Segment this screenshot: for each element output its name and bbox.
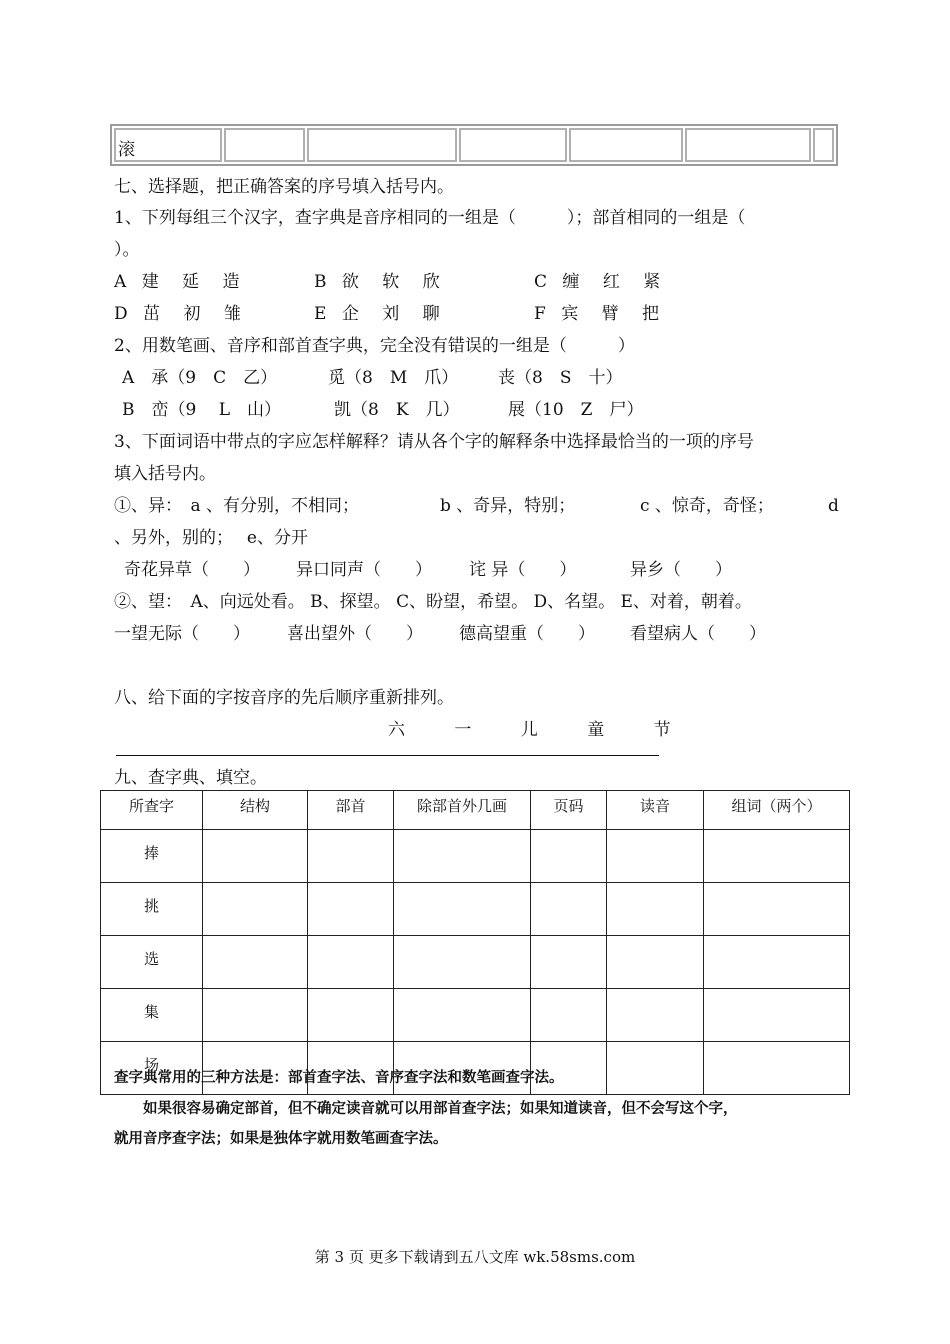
lookup-char: 选 xyxy=(101,936,203,989)
header-cell: 结构 xyxy=(203,791,308,830)
q2-option-b3: 展（10 Z 尸） xyxy=(508,400,644,420)
header-cell: 组词（两个） xyxy=(704,791,850,830)
option-letter: D xyxy=(114,304,128,324)
section8-heading: 八、给下面的字按音序的先后顺序重新排列。 xyxy=(114,688,454,708)
answer-cell xyxy=(308,883,394,936)
yi-word-2: 异口同声（ ） xyxy=(296,560,432,580)
option-chars: 欲 软 欣 xyxy=(341,272,449,292)
yi-def-line2: 、另外，别的； e、分开 xyxy=(114,528,308,548)
q2-option-a1: A 承（9 C 乙） xyxy=(122,368,278,388)
wang-word-3: 德高望重（ ） xyxy=(459,624,595,644)
answer-cell xyxy=(308,989,394,1042)
top-table-row xyxy=(114,128,834,162)
table-row xyxy=(101,883,850,936)
q1-option-e xyxy=(314,303,449,325)
table-row xyxy=(101,989,850,1042)
q2-option-b1: B 峦（9 L 山） xyxy=(122,400,282,420)
yi-def-b: b 、奇异，特别； xyxy=(440,496,576,516)
top-table xyxy=(110,124,838,166)
wang-word-4: 看望病人（ ） xyxy=(630,624,766,644)
answer-cell xyxy=(203,936,308,989)
q1-option-b xyxy=(314,271,449,293)
q3-line2: 填入括号内。 xyxy=(114,464,216,484)
lookup-char: 场 xyxy=(101,1042,203,1095)
answer-cell xyxy=(308,830,394,883)
answer-cell xyxy=(308,936,394,989)
q2-option-b2: 凯（8 K 几） xyxy=(334,400,460,420)
yi-word-3: 诧 异（ ） xyxy=(469,560,577,580)
option-chars: 茁 初 雏 xyxy=(143,304,250,324)
answer-cell xyxy=(203,883,308,936)
lookup-table-header xyxy=(101,791,850,830)
answer-cell xyxy=(607,936,704,989)
answer-cell xyxy=(607,989,704,1042)
q2-option-a3: 丧（8 S 十） xyxy=(498,368,623,388)
answer-cell xyxy=(203,830,308,883)
answer-cell xyxy=(607,830,704,883)
yi-word-4: 异乡（ ） xyxy=(630,560,732,580)
top-table-cell xyxy=(685,128,811,162)
q1-option-c xyxy=(534,271,669,293)
answer-cell xyxy=(394,936,531,989)
option-letter: F xyxy=(534,304,546,324)
wang-def-line: ②、望： A、向远处看。 B、探望。 C、盼望，希望。 D、名望。 E、对着，朝着。 xyxy=(114,592,752,612)
q2-line: 2、用数笔画、音序和部首查字典，完全没有错误的一组是（ ） xyxy=(114,336,635,356)
answer-cell xyxy=(704,1042,850,1095)
q1-line2: ）。 xyxy=(114,240,140,260)
answer-cell xyxy=(531,989,607,1042)
header-cell: 部首 xyxy=(308,791,394,830)
answer-cell xyxy=(203,989,308,1042)
option-chars: 建 延 造 xyxy=(141,272,249,292)
option-chars: 缠 红 紧 xyxy=(562,272,670,292)
page-footer: 第 3 页 更多下载请到五八文库 wk.58sms.com xyxy=(314,1248,636,1266)
answer-cell xyxy=(531,883,607,936)
answer-cell xyxy=(704,936,850,989)
lookup-char: 集 xyxy=(101,989,203,1042)
option-letter: C xyxy=(534,272,548,292)
answer-cell xyxy=(394,989,531,1042)
option-letter: A xyxy=(114,272,127,292)
yi-def-d: d xyxy=(828,496,839,516)
top-table-cell xyxy=(224,128,305,162)
top-table-cell xyxy=(307,128,457,162)
header-cell: 除部首外几画 xyxy=(394,791,531,830)
note-line-1: 查字典常用的三种方法是：部首查字法、音序查字法和数笔画查字法。 xyxy=(114,1070,564,1086)
answer-cell xyxy=(531,830,607,883)
section9-heading: 九、查字典、填空。 xyxy=(114,768,267,788)
header-cell: 所查字 xyxy=(101,791,203,830)
lookup-char: 捧 xyxy=(101,830,203,883)
option-letter: B xyxy=(314,272,327,292)
answer-cell xyxy=(607,1042,704,1095)
header-cell: 页码 xyxy=(531,791,607,830)
answer-line xyxy=(116,755,659,756)
q1-option-a xyxy=(114,271,249,293)
section8-chars: 六 一 儿 童 节 xyxy=(388,720,693,740)
wang-word-1: 一望无际（ ） xyxy=(114,624,250,644)
top-table-cell xyxy=(813,128,834,162)
q2-option-a2: 觅（8 M 爪） xyxy=(328,368,459,388)
lookup-char: 挑 xyxy=(101,883,203,936)
top-table-cell: 滚 xyxy=(114,128,222,162)
header-cell: 读音 xyxy=(607,791,704,830)
table-row xyxy=(101,936,850,989)
option-letter: E xyxy=(314,304,327,324)
answer-cell xyxy=(531,936,607,989)
top-table-cell xyxy=(459,128,567,162)
yi-def-a: ①、异： a 、有分别，不相同； xyxy=(114,496,360,516)
yi-word-1: 奇花异草（ ） xyxy=(124,560,260,580)
answer-cell xyxy=(704,989,850,1042)
answer-cell xyxy=(394,883,531,936)
q3-line1: 3、下面词语中带点的字应怎样解释？请从各个字的解释条中选择最恰当的一项的序号 xyxy=(114,432,754,452)
answer-cell xyxy=(704,830,850,883)
section7-heading: 七、选择题，把正确答案的序号填入括号内。 xyxy=(114,177,454,197)
q1-line1: 1、下列每组三个汉字，查字典是音序相同的一组是（ ）；部首相同的一组是（ xyxy=(114,208,746,228)
wang-word-2: 喜出望外（ ） xyxy=(287,624,423,644)
q1-option-f xyxy=(534,303,668,325)
yi-def-c: c 、惊奇，奇怪； xyxy=(640,496,774,516)
option-chars: 宾 臂 把 xyxy=(561,304,669,324)
note-line-2: 如果很容易确定部首，但不确定读音就可以用部首查字法；如果知道读音，但不会写这个字， xyxy=(114,1101,738,1117)
answer-cell xyxy=(607,883,704,936)
note-line-3: 就用音序查字法；如果是独体字就用数笔画查字法。 xyxy=(114,1131,448,1147)
top-table-cell xyxy=(569,128,683,162)
answer-cell xyxy=(394,830,531,883)
answer-cell xyxy=(704,883,850,936)
lookup-table xyxy=(100,790,850,1095)
option-chars: 企 刘 聊 xyxy=(341,304,449,324)
q1-option-d xyxy=(114,303,250,325)
table-row xyxy=(101,830,850,883)
